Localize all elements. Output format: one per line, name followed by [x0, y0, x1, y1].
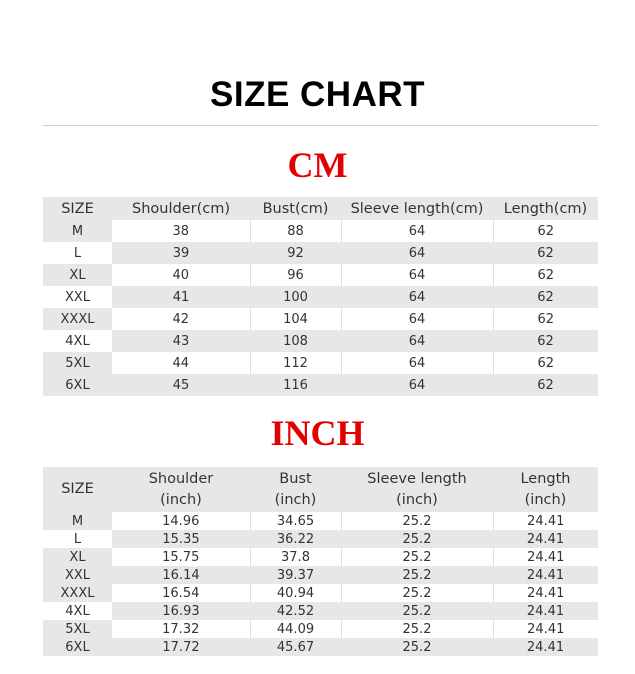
column-header-length: Length(cm)	[493, 197, 598, 220]
length-cell: 62	[493, 352, 598, 374]
length-cell: 62	[493, 286, 598, 308]
sleeve-length-cell: 64	[341, 242, 493, 264]
length-cell: 24.41	[493, 584, 598, 602]
table-row	[43, 512, 598, 530]
table-row	[43, 602, 598, 620]
table-row	[43, 638, 598, 656]
shoulder-cell: 16.54	[112, 584, 250, 602]
bust-cell: 39.37	[250, 566, 341, 584]
shoulder-cell: 16.93	[112, 602, 250, 620]
shoulder-cell: 40	[112, 264, 250, 286]
column-header-bust: Bust (inch)	[250, 467, 341, 512]
column-header-sleeve-length: Sleeve length (inch)	[341, 467, 493, 512]
length-cell: 24.41	[493, 530, 598, 548]
sleeve-length-cell: 25.2	[341, 512, 493, 530]
column-header-sleeve-length: Sleeve length(cm)	[341, 197, 493, 220]
length-cell: 62	[493, 264, 598, 286]
sleeve-length-cell: 64	[341, 286, 493, 308]
shoulder-cell: 44	[112, 352, 250, 374]
shoulder-cell: 16.14	[112, 566, 250, 584]
sleeve-length-cell: 25.2	[341, 566, 493, 584]
length-cell: 24.41	[493, 548, 598, 566]
length-cell: 62	[493, 220, 598, 242]
table-row	[43, 242, 598, 264]
column-header-shoulder: Shoulder (inch)	[112, 467, 250, 512]
sleeve-length-cell: 64	[341, 374, 493, 396]
size-cell: XXXL	[43, 308, 112, 330]
bust-cell: 104	[250, 308, 341, 330]
table-row	[43, 566, 598, 584]
inch-size-table	[43, 467, 598, 656]
size-cell: XXL	[43, 286, 112, 308]
size-cell: L	[43, 530, 112, 548]
sleeve-length-cell: 25.2	[341, 602, 493, 620]
table-row	[43, 530, 598, 548]
bust-cell: 45.67	[250, 638, 341, 656]
inch-heading: INCH	[270, 413, 365, 453]
sleeve-length-cell: 64	[341, 330, 493, 352]
sleeve-length-cell: 64	[341, 264, 493, 286]
sleeve-length-cell: 25.2	[341, 638, 493, 656]
size-cell: 4XL	[43, 330, 112, 352]
table-row	[43, 352, 598, 374]
bust-cell: 112	[250, 352, 341, 374]
cm-size-table	[43, 197, 598, 396]
table-header-row	[43, 197, 598, 220]
bust-cell: 100	[250, 286, 341, 308]
page-title: SIZE CHART	[210, 75, 425, 114]
shoulder-cell: 39	[112, 242, 250, 264]
length-cell: 62	[493, 308, 598, 330]
length-cell: 62	[493, 242, 598, 264]
length-cell: 24.41	[493, 620, 598, 638]
length-cell: 24.41	[493, 602, 598, 620]
length-cell: 62	[493, 330, 598, 352]
title-divider	[43, 125, 598, 126]
bust-cell: 34.65	[250, 512, 341, 530]
shoulder-cell: 15.75	[112, 548, 250, 566]
sleeve-length-cell: 64	[341, 352, 493, 374]
bust-cell: 42.52	[250, 602, 341, 620]
column-header-shoulder: Shoulder(cm)	[112, 197, 250, 220]
table-row	[43, 286, 598, 308]
shoulder-cell: 45	[112, 374, 250, 396]
size-cell: M	[43, 512, 112, 530]
size-cell: XL	[43, 548, 112, 566]
size-cell: XL	[43, 264, 112, 286]
table-row	[43, 220, 598, 242]
size-cell: 5XL	[43, 620, 112, 638]
column-header-size: SIZE	[43, 467, 112, 512]
size-cell: XXL	[43, 566, 112, 584]
column-header-bust: Bust(cm)	[250, 197, 341, 220]
table-row	[43, 264, 598, 286]
column-header-length: Length (inch)	[493, 467, 598, 512]
shoulder-cell: 38	[112, 220, 250, 242]
sleeve-length-cell: 25.2	[341, 548, 493, 566]
size-cell: 6XL	[43, 374, 112, 396]
shoulder-cell: 17.72	[112, 638, 250, 656]
table-row	[43, 584, 598, 602]
size-cell: 4XL	[43, 602, 112, 620]
table-row	[43, 374, 598, 396]
shoulder-cell: 15.35	[112, 530, 250, 548]
bust-cell: 92	[250, 242, 341, 264]
table-row	[43, 308, 598, 330]
sleeve-length-cell: 25.2	[341, 530, 493, 548]
table-row	[43, 620, 598, 638]
bust-cell: 108	[250, 330, 341, 352]
size-cell: 5XL	[43, 352, 112, 374]
table-header-row	[43, 467, 598, 512]
bust-cell: 36.22	[250, 530, 341, 548]
length-cell: 24.41	[493, 566, 598, 584]
length-cell: 62	[493, 374, 598, 396]
cm-heading: CM	[287, 145, 348, 185]
size-cell: M	[43, 220, 112, 242]
bust-cell: 37.8	[250, 548, 341, 566]
shoulder-cell: 41	[112, 286, 250, 308]
bust-cell: 44.09	[250, 620, 341, 638]
shoulder-cell: 42	[112, 308, 250, 330]
sleeve-length-cell: 64	[341, 308, 493, 330]
bust-cell: 96	[250, 264, 341, 286]
size-cell: XXXL	[43, 584, 112, 602]
sleeve-length-cell: 25.2	[341, 584, 493, 602]
bust-cell: 40.94	[250, 584, 341, 602]
shoulder-cell: 17.32	[112, 620, 250, 638]
size-cell: L	[43, 242, 112, 264]
bust-cell: 88	[250, 220, 341, 242]
length-cell: 24.41	[493, 638, 598, 656]
shoulder-cell: 43	[112, 330, 250, 352]
sleeve-length-cell: 64	[341, 220, 493, 242]
table-row	[43, 330, 598, 352]
bust-cell: 116	[250, 374, 341, 396]
column-header-size: SIZE	[43, 197, 112, 220]
table-row	[43, 548, 598, 566]
length-cell: 24.41	[493, 512, 598, 530]
sleeve-length-cell: 25.2	[341, 620, 493, 638]
size-cell: 6XL	[43, 638, 112, 656]
shoulder-cell: 14.96	[112, 512, 250, 530]
